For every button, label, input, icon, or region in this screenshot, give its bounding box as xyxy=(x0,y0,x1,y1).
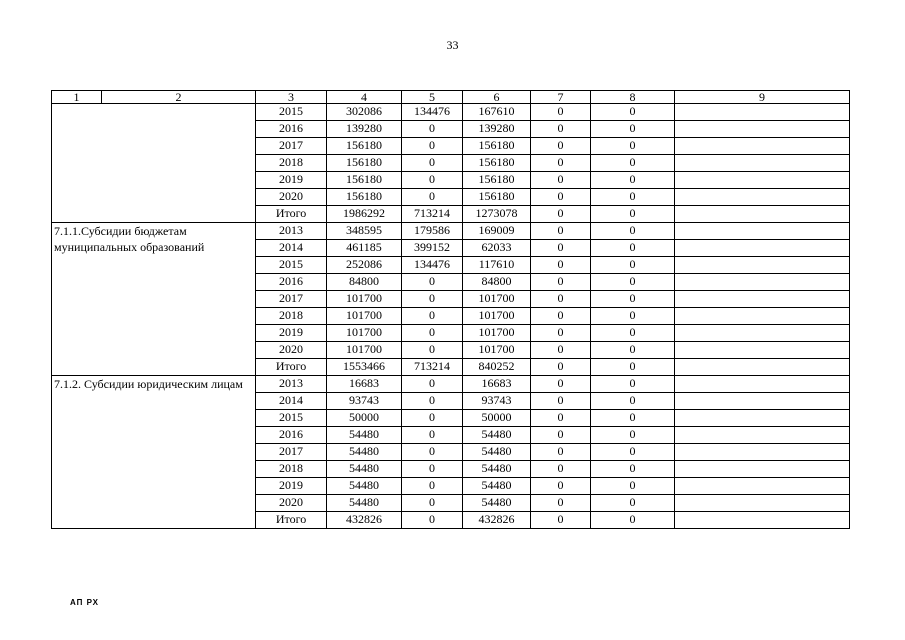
year-cell: 2014 xyxy=(256,240,327,257)
value-cell: 179586 xyxy=(402,223,463,240)
year-cell: 2020 xyxy=(256,342,327,359)
value-cell: 84800 xyxy=(463,274,531,291)
value-cell: 0 xyxy=(591,291,675,308)
value-cell: 0 xyxy=(591,461,675,478)
value-cell: 0 xyxy=(531,172,591,189)
value-cell: 0 xyxy=(531,206,591,223)
year-cell: 2017 xyxy=(256,291,327,308)
year-cell: 2013 xyxy=(256,376,327,393)
value-cell xyxy=(675,325,850,342)
value-cell: 156180 xyxy=(463,138,531,155)
value-cell: 0 xyxy=(402,155,463,172)
value-cell: 713214 xyxy=(402,206,463,223)
year-cell: 2018 xyxy=(256,461,327,478)
value-cell: 0 xyxy=(402,478,463,495)
year-cell: 2016 xyxy=(256,427,327,444)
year-cell: 2019 xyxy=(256,172,327,189)
header-row xyxy=(52,91,850,104)
value-cell: 134476 xyxy=(402,104,463,121)
value-cell: 0 xyxy=(591,172,675,189)
value-cell: 101700 xyxy=(463,342,531,359)
value-cell xyxy=(675,274,850,291)
value-cell: 0 xyxy=(531,410,591,427)
value-cell: 0 xyxy=(402,291,463,308)
value-cell: 139280 xyxy=(463,121,531,138)
value-cell: 0 xyxy=(591,393,675,410)
value-cell: 0 xyxy=(402,172,463,189)
budget-table xyxy=(51,90,850,529)
value-cell: 0 xyxy=(531,478,591,495)
year-cell: Итого xyxy=(256,359,327,376)
value-cell: 0 xyxy=(531,274,591,291)
value-cell: 0 xyxy=(402,274,463,291)
year-cell: 2017 xyxy=(256,444,327,461)
value-cell: 0 xyxy=(531,240,591,257)
value-cell xyxy=(675,512,850,529)
value-cell: 348595 xyxy=(327,223,402,240)
value-cell xyxy=(675,410,850,427)
table-row xyxy=(52,223,850,240)
value-cell: 101700 xyxy=(327,325,402,342)
value-cell: 16683 xyxy=(463,376,531,393)
value-cell xyxy=(675,257,850,274)
year-cell: 2018 xyxy=(256,308,327,325)
value-cell: 54480 xyxy=(463,495,531,512)
value-cell: 156180 xyxy=(463,155,531,172)
value-cell: 54480 xyxy=(327,427,402,444)
value-cell: 62033 xyxy=(463,240,531,257)
value-cell: 93743 xyxy=(463,393,531,410)
year-cell: 2020 xyxy=(256,189,327,206)
header-cell: 5 xyxy=(402,91,463,104)
year-cell: 2019 xyxy=(256,325,327,342)
value-cell: 167610 xyxy=(463,104,531,121)
value-cell xyxy=(675,393,850,410)
value-cell: 0 xyxy=(531,461,591,478)
value-cell xyxy=(675,291,850,308)
value-cell: 50000 xyxy=(463,410,531,427)
value-cell: 0 xyxy=(591,274,675,291)
value-cell: 0 xyxy=(591,240,675,257)
value-cell: 0 xyxy=(591,308,675,325)
value-cell: 399152 xyxy=(402,240,463,257)
value-cell: 0 xyxy=(591,138,675,155)
value-cell xyxy=(675,138,850,155)
value-cell: 0 xyxy=(531,223,591,240)
value-cell: 713214 xyxy=(402,359,463,376)
value-cell: 0 xyxy=(402,410,463,427)
header-cell: 1 xyxy=(52,91,102,104)
value-cell: 0 xyxy=(402,393,463,410)
year-cell: 2013 xyxy=(256,223,327,240)
value-cell xyxy=(675,495,850,512)
value-cell xyxy=(675,359,850,376)
value-cell: 0 xyxy=(531,376,591,393)
year-cell: 2015 xyxy=(256,257,327,274)
value-cell xyxy=(675,104,850,121)
value-cell: 432826 xyxy=(327,512,402,529)
value-cell: 139280 xyxy=(327,121,402,138)
year-cell: 2016 xyxy=(256,274,327,291)
value-cell: 101700 xyxy=(463,308,531,325)
program-name-cell: 7.1.2. Субсидии юридическим лицам xyxy=(52,376,256,529)
value-cell: 0 xyxy=(531,104,591,121)
value-cell: 0 xyxy=(402,121,463,138)
value-cell: 0 xyxy=(591,376,675,393)
value-cell: 0 xyxy=(402,461,463,478)
value-cell: 0 xyxy=(591,342,675,359)
table-row xyxy=(52,376,850,393)
value-cell: 0 xyxy=(402,495,463,512)
value-cell xyxy=(675,189,850,206)
header-cell: 3 xyxy=(256,91,327,104)
value-cell: 840252 xyxy=(463,359,531,376)
header-cell: 6 xyxy=(463,91,531,104)
value-cell: 54480 xyxy=(327,444,402,461)
table-body xyxy=(52,91,850,529)
value-cell xyxy=(675,478,850,495)
value-cell: 156180 xyxy=(327,189,402,206)
value-cell: 0 xyxy=(591,512,675,529)
header-cell: 9 xyxy=(675,91,850,104)
value-cell: 0 xyxy=(402,376,463,393)
value-cell xyxy=(675,342,850,359)
value-cell: 0 xyxy=(531,308,591,325)
value-cell: 0 xyxy=(531,121,591,138)
value-cell: 0 xyxy=(402,325,463,342)
value-cell: 0 xyxy=(402,512,463,529)
value-cell: 0 xyxy=(591,325,675,342)
year-cell: 2018 xyxy=(256,155,327,172)
value-cell: 101700 xyxy=(327,308,402,325)
value-cell: 0 xyxy=(591,206,675,223)
header-cell: 2 xyxy=(102,91,256,104)
value-cell: 0 xyxy=(591,121,675,138)
value-cell xyxy=(675,172,850,189)
year-cell: Итого xyxy=(256,206,327,223)
year-cell: 2017 xyxy=(256,138,327,155)
value-cell: 117610 xyxy=(463,257,531,274)
value-cell: 101700 xyxy=(327,291,402,308)
value-cell: 0 xyxy=(591,104,675,121)
value-cell: 54480 xyxy=(463,478,531,495)
value-cell: 54480 xyxy=(463,427,531,444)
value-cell: 0 xyxy=(531,257,591,274)
value-cell: 1986292 xyxy=(327,206,402,223)
value-cell: 0 xyxy=(531,495,591,512)
value-cell: 0 xyxy=(591,189,675,206)
value-cell: 0 xyxy=(402,444,463,461)
value-cell: 0 xyxy=(531,138,591,155)
value-cell: 0 xyxy=(591,444,675,461)
value-cell: 0 xyxy=(402,189,463,206)
value-cell: 0 xyxy=(531,444,591,461)
value-cell: 156180 xyxy=(327,172,402,189)
value-cell: 0 xyxy=(531,342,591,359)
value-cell xyxy=(675,155,850,172)
year-cell: 2016 xyxy=(256,121,327,138)
value-cell: 1273078 xyxy=(463,206,531,223)
value-cell: 93743 xyxy=(327,393,402,410)
value-cell: 101700 xyxy=(463,291,531,308)
value-cell: 84800 xyxy=(327,274,402,291)
value-cell: 0 xyxy=(402,308,463,325)
value-cell xyxy=(675,240,850,257)
value-cell xyxy=(675,308,850,325)
value-cell: 0 xyxy=(591,495,675,512)
value-cell: 302086 xyxy=(327,104,402,121)
value-cell xyxy=(675,444,850,461)
value-cell: 0 xyxy=(591,410,675,427)
value-cell: 54480 xyxy=(327,478,402,495)
value-cell xyxy=(675,223,850,240)
value-cell: 156180 xyxy=(327,155,402,172)
value-cell: 461185 xyxy=(327,240,402,257)
value-cell: 0 xyxy=(591,155,675,172)
value-cell: 50000 xyxy=(327,410,402,427)
value-cell: 16683 xyxy=(327,376,402,393)
value-cell: 0 xyxy=(402,138,463,155)
value-cell: 0 xyxy=(531,359,591,376)
value-cell: 252086 xyxy=(327,257,402,274)
value-cell: 0 xyxy=(591,359,675,376)
table-row xyxy=(52,104,850,121)
year-cell: 2015 xyxy=(256,410,327,427)
value-cell: 134476 xyxy=(402,257,463,274)
value-cell: 101700 xyxy=(327,342,402,359)
value-cell xyxy=(675,376,850,393)
value-cell xyxy=(675,206,850,223)
value-cell: 432826 xyxy=(463,512,531,529)
value-cell: 0 xyxy=(591,223,675,240)
value-cell xyxy=(675,427,850,444)
page-number: 33 xyxy=(446,38,459,52)
value-cell: 156180 xyxy=(463,189,531,206)
value-cell xyxy=(675,121,850,138)
value-cell: 0 xyxy=(591,257,675,274)
program-name-cell xyxy=(52,104,256,223)
header-cell: 8 xyxy=(591,91,675,104)
value-cell: 0 xyxy=(402,342,463,359)
value-cell: 156180 xyxy=(327,138,402,155)
value-cell: 101700 xyxy=(463,325,531,342)
program-name-cell: 7.1.1.Субсидии бюджетам муниципальных образований xyxy=(52,223,256,376)
header-cell: 7 xyxy=(531,91,591,104)
value-cell: 0 xyxy=(531,189,591,206)
value-cell: 0 xyxy=(531,291,591,308)
value-cell: 0 xyxy=(531,427,591,444)
value-cell: 0 xyxy=(402,427,463,444)
year-cell: 2015 xyxy=(256,104,327,121)
value-cell: 54480 xyxy=(327,495,402,512)
year-cell: 2020 xyxy=(256,495,327,512)
value-cell xyxy=(675,461,850,478)
value-cell: 156180 xyxy=(463,172,531,189)
year-cell: Итого xyxy=(256,512,327,529)
value-cell: 0 xyxy=(531,155,591,172)
year-cell: 2019 xyxy=(256,478,327,495)
value-cell: 0 xyxy=(531,393,591,410)
value-cell: 169009 xyxy=(463,223,531,240)
value-cell: 0 xyxy=(591,478,675,495)
header-cell: 4 xyxy=(327,91,402,104)
value-cell: 0 xyxy=(591,427,675,444)
value-cell: 54480 xyxy=(463,461,531,478)
value-cell: 0 xyxy=(531,325,591,342)
value-cell: 1553466 xyxy=(327,359,402,376)
value-cell: 54480 xyxy=(327,461,402,478)
footer-mark: АП РХ xyxy=(70,598,100,607)
year-cell: 2014 xyxy=(256,393,327,410)
value-cell: 54480 xyxy=(463,444,531,461)
value-cell: 0 xyxy=(531,512,591,529)
